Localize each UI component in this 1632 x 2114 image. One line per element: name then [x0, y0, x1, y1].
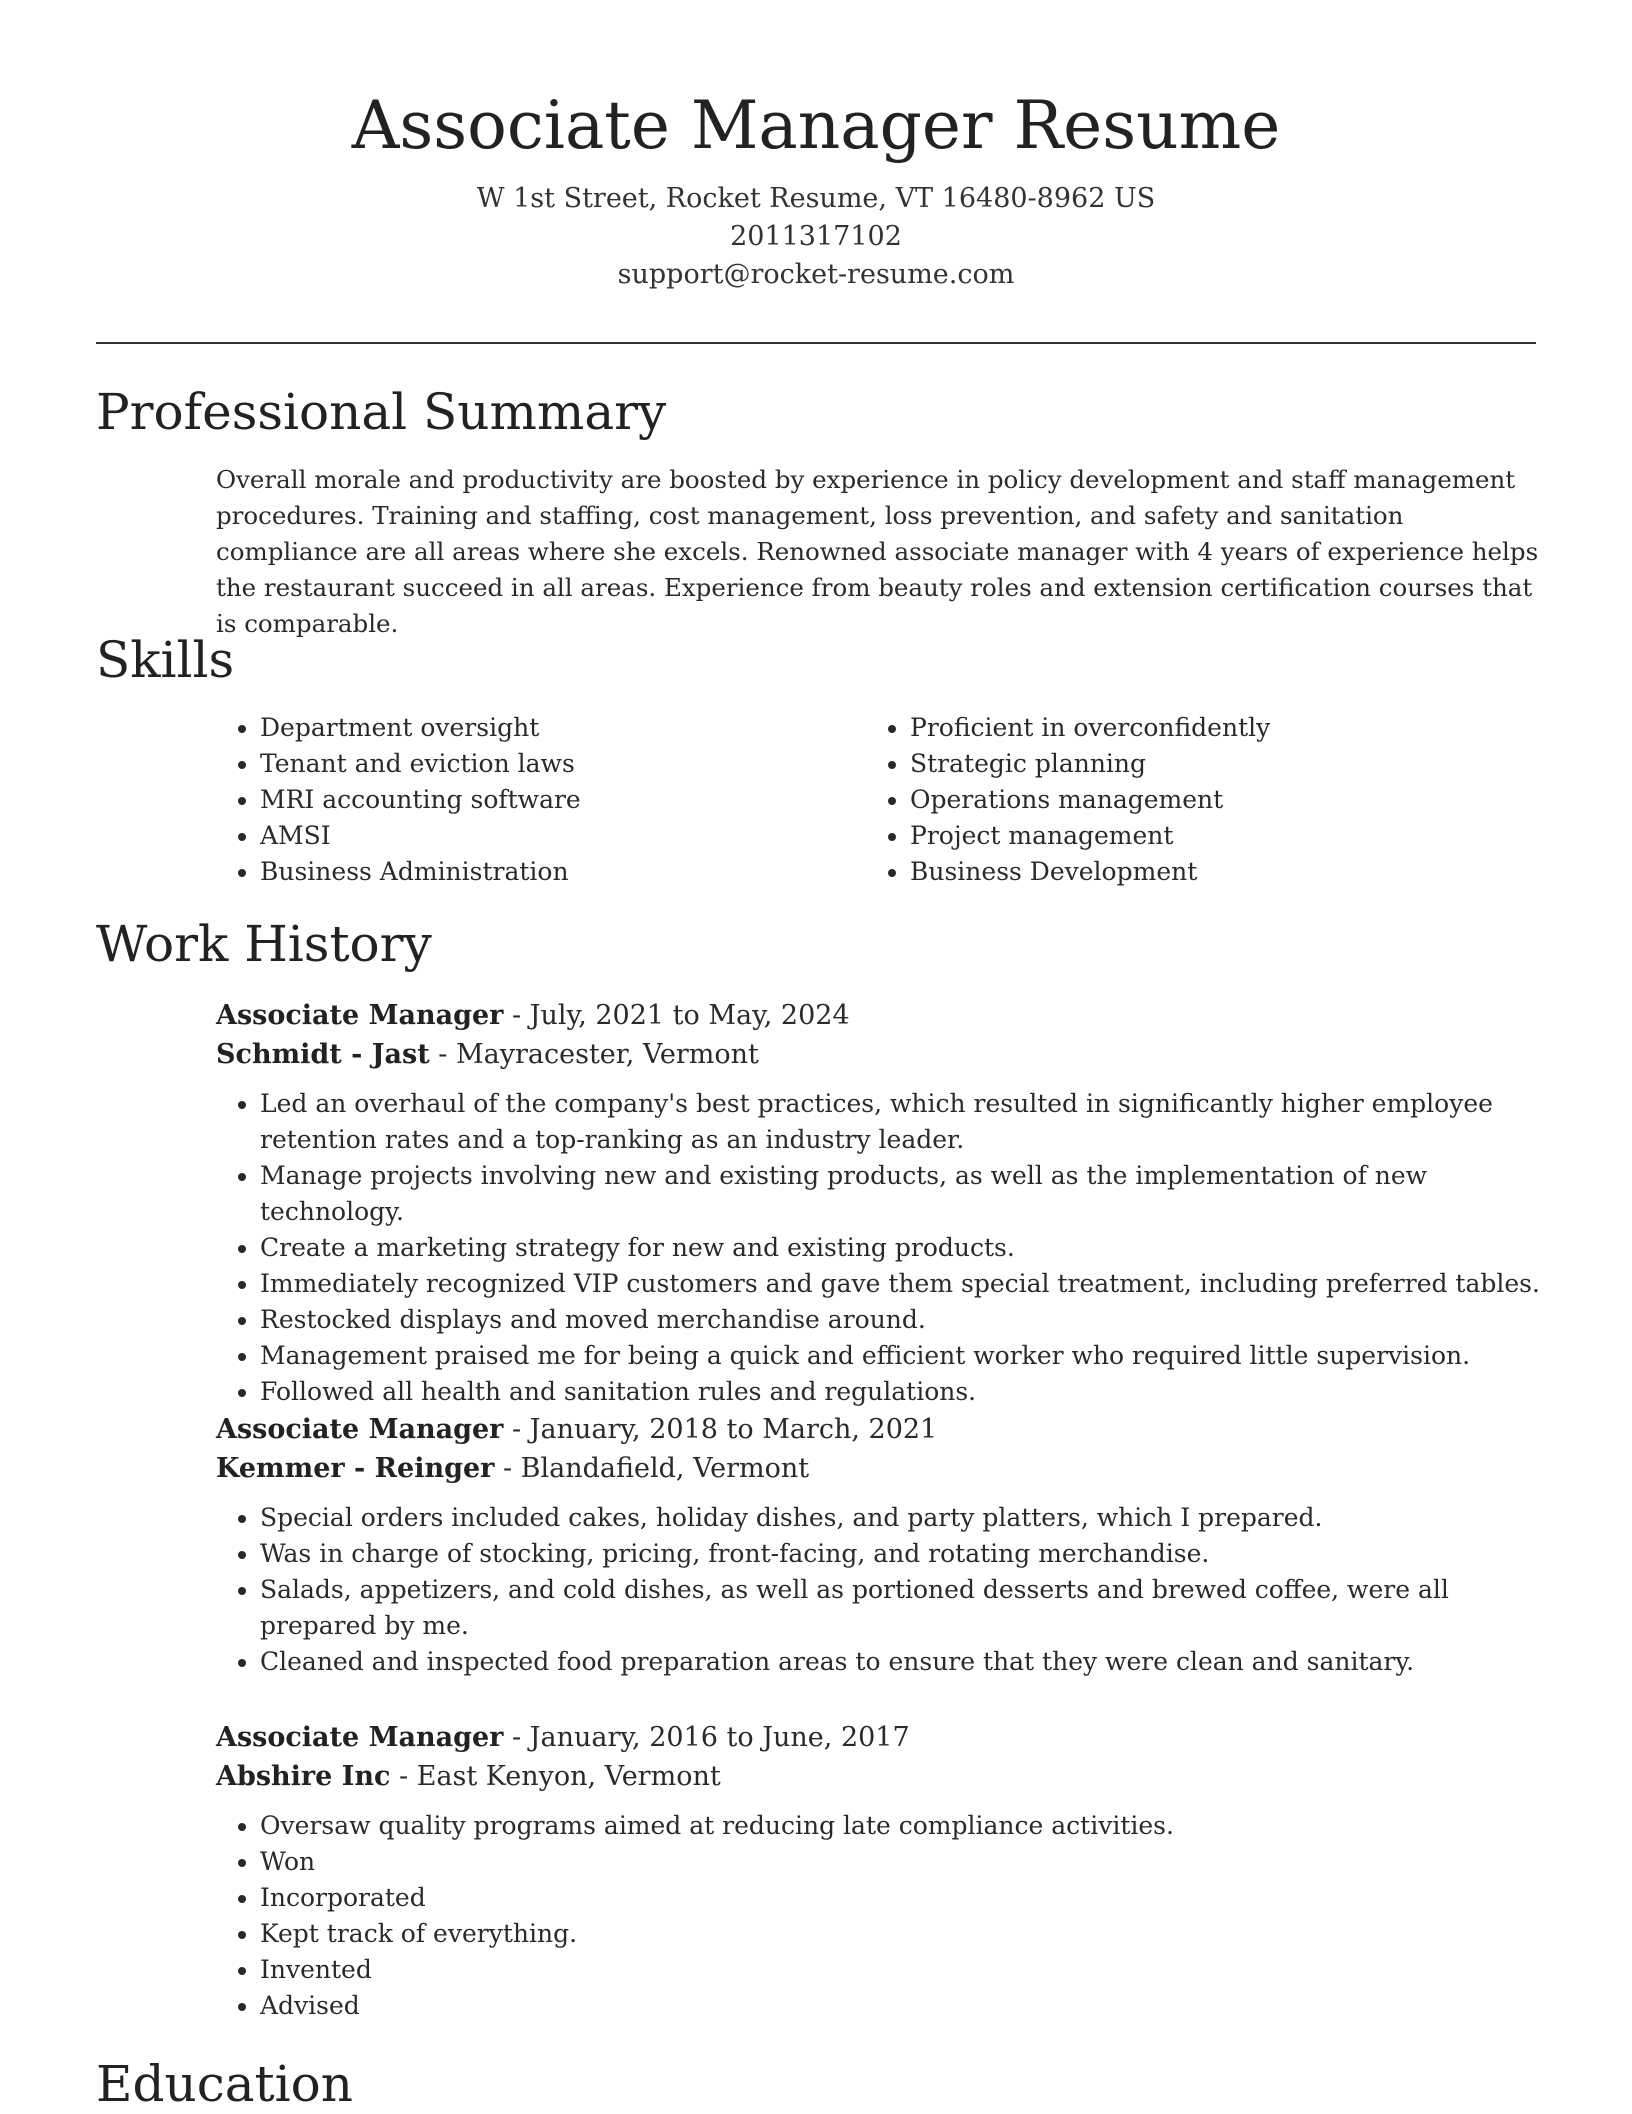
job-bullets — [216, 1086, 1546, 1410]
job-bullet: • Special orders included cakes, holiday dishes, and party platters, which I prepared. — [260, 1500, 1546, 1536]
job-bullet: • Led an overhaul of the company's best practices, which resulted in significantly higher employee retention rates and a top-ranking as an industry leader. — [260, 1086, 1546, 1158]
job-bullet: • Immediately recognized VIP customers and gave them special treatment, including preferred tables. — [260, 1266, 1546, 1302]
job-company: Kemmer - Reinger — [216, 1453, 495, 1484]
job-company: Abshire Inc — [216, 1761, 391, 1792]
job-dates: - January, 2016 to June, 2017 — [503, 1722, 910, 1753]
skill-item: • Operations management — [910, 782, 1270, 818]
job-dates: - January, 2018 to March, 2021 — [503, 1414, 938, 1445]
job-employer — [216, 1035, 1546, 1074]
summary-text: Overall morale and productivity are boosted by experience in policy development and staff management procedures. Training and staffing, cost management, loss prevention, and safety and sanitation compliance are all areas where she excels. Renowned associate manager with 4 years of experience helps the restaurant succeed in all areas. Experience from beauty roles and extension certification courses that is comparable. — [216, 465, 1539, 638]
skill-item: • AMSI — [260, 818, 581, 854]
skills-column-left — [216, 710, 581, 890]
job-bullet: • Cleaned and inspected food preparation areas to ensure that they were clean and sanitary. — [260, 1644, 1546, 1680]
job-location: - East Kenyon, Vermont — [390, 1761, 721, 1792]
job-employer — [216, 1449, 1546, 1488]
section-title-skills: Skills — [96, 631, 235, 689]
job-entry — [216, 1718, 1546, 2024]
skill-item: • Tenant and eviction laws — [260, 746, 581, 782]
job-bullet: • Won — [260, 1844, 1546, 1880]
skill-item: • Business Administration — [260, 854, 581, 890]
job-role: Associate Manager — [216, 1414, 504, 1445]
resume-title: Associate Manager Resume — [351, 87, 1281, 164]
resume-header — [0, 0, 1632, 294]
contact-info — [0, 180, 1632, 294]
header-divider — [96, 342, 1536, 344]
job-bullet: • Oversaw quality programs aimed at reducing late compliance activities. — [260, 1808, 1546, 1844]
job-heading — [216, 1410, 1546, 1449]
job-role: Associate Manager — [216, 1000, 504, 1031]
job-location: - Mayracester, Vermont — [429, 1039, 759, 1070]
job-company: Schmidt - Jast — [216, 1039, 430, 1070]
section-title-education: Education — [96, 2055, 353, 2113]
job-bullet: • Kept track of everything. — [260, 1916, 1546, 1952]
job-bullet: • Incorporated — [260, 1880, 1546, 1916]
job-dates: - July, 2021 to May, 2024 — [503, 1000, 850, 1031]
job-entry — [216, 996, 1546, 1410]
job-bullet: • Restocked displays and moved merchandise around. — [260, 1302, 1546, 1338]
job-heading — [216, 996, 1546, 1035]
job-bullets — [216, 1808, 1546, 2024]
skill-item: • MRI accounting software — [260, 782, 581, 818]
job-bullet: • Followed all health and sanitation rules and regulations. — [260, 1374, 1546, 1410]
job-bullet: • Invented — [260, 1952, 1546, 1988]
job-bullet: • Was in charge of stocking, pricing, front-facing, and rotating merchandise. — [260, 1536, 1546, 1572]
skill-item: • Project management — [910, 818, 1270, 854]
job-bullet: • Manage projects involving new and existing products, as well as the implementation of new technology. — [260, 1158, 1546, 1230]
job-bullet: • Create a marketing strategy for new and existing products. — [260, 1230, 1546, 1266]
job-heading — [216, 1718, 1546, 1757]
job-bullet: • Salads, appetizers, and cold dishes, as well as portioned desserts and brewed coffee, were all prepared by me. — [260, 1572, 1546, 1644]
skill-item: • Department oversight — [260, 710, 581, 746]
email: support@rocket-resume.com — [617, 259, 1015, 290]
job-bullet: • Advised — [260, 1988, 1546, 2024]
skill-item: • Proficient in overconfidently — [910, 710, 1270, 746]
skills-column-right — [866, 710, 1270, 890]
address: W 1st Street, Rocket Resume, VT 16480-8962 US — [476, 183, 1156, 214]
job-role: Associate Manager — [216, 1722, 504, 1753]
job-bullet: • Management praised me for being a quick and efficient worker who required little supervision. — [260, 1338, 1546, 1374]
skill-item: • Business Development — [910, 854, 1270, 890]
job-location: - Blandafield, Vermont — [494, 1453, 810, 1484]
job-employer — [216, 1757, 1546, 1796]
phone: 2011317102 — [730, 221, 902, 252]
section-title-summary: Professional Summary — [96, 383, 667, 441]
section-title-work-history: Work History — [96, 915, 432, 973]
skill-item: • Strategic planning — [910, 746, 1270, 782]
job-bullets — [216, 1500, 1546, 1680]
job-entry — [216, 1410, 1546, 1680]
